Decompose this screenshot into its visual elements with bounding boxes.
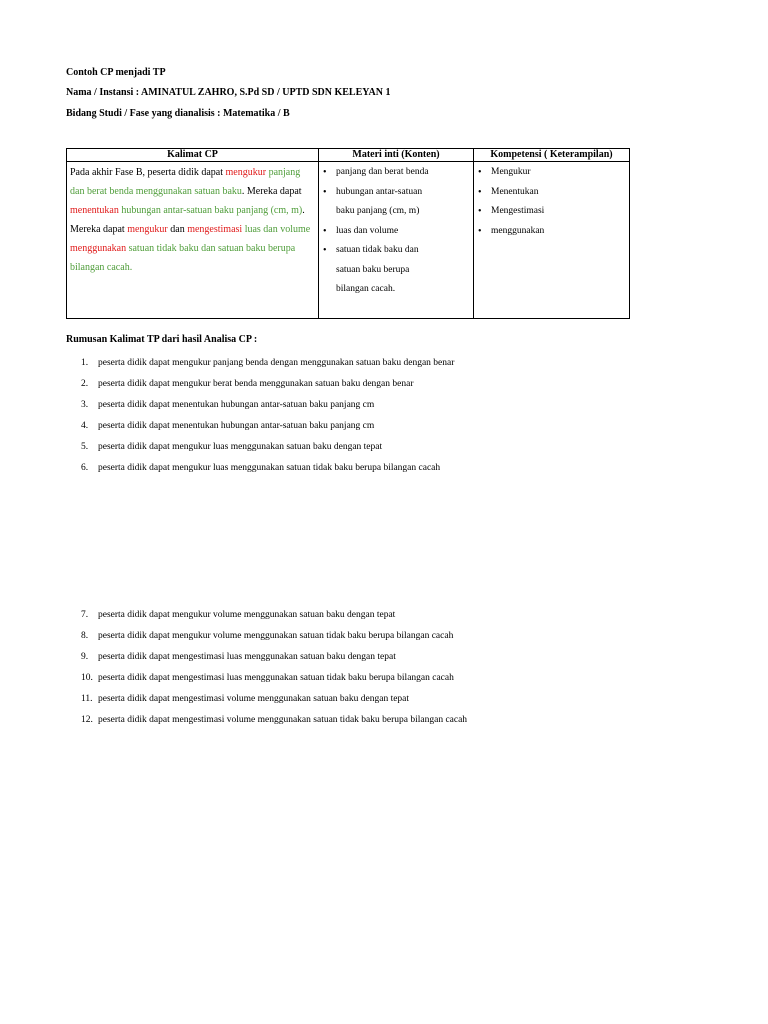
list-item [0,668,768,689]
list-item [0,374,768,395]
item-text: peserta didik dapat mengestimasi luas menggunakan satuan tidak baku berupa bilangan cacah [98,673,454,683]
item-number: 6. [81,463,89,473]
item-number: 10. [81,673,93,683]
cell-kompetensi [474,162,630,319]
item-number: 9. [81,652,89,662]
item-text: peserta didik dapat mengukur panjang benda dengan menggunakan satuan baku dengan benar [98,358,455,368]
list-item [0,395,768,416]
item-text: peserta didik dapat mengukur volume menggunakan satuan baku dengan tepat [98,610,396,620]
cp-content-segment: hubungan antar-satuan baku panjang (cm, m) [118,205,303,216]
author-line: Nama / Instansi : AMINATUL ZAHRO, S.Pd SD / UPTD SDN KELEYAN 1 [66,87,391,98]
list-item: • hubungan antar-satuan [336,183,470,203]
item-number: 12. [81,715,93,725]
cp-text-segment: Pada akhir Fase B, peserta didik dapat [70,167,226,178]
section-title: Rumusan Kalimat TP dari hasil Analisa CP : [66,334,258,345]
cp-keyword: menentukan [70,205,119,216]
item-text: peserta didik dapat mengestimasi luas menggunakan satuan baku dengan tepat [98,652,396,662]
kompetensi-list [477,163,626,241]
cp-text-segment: . Mereka dapat [70,205,305,235]
header-kompetensi: Kompetensi ( Keterampilan) [474,149,630,162]
list-item: • Menentukan [491,183,626,203]
item-text: peserta didik dapat mengestimasi volume menggunakan satuan tidak baku berupa bilangan cacah [98,715,468,725]
cp-keyword: mengukur [225,167,267,178]
list-item: • Mengukur [491,163,626,183]
cp-keyword: menggunakan [70,243,127,254]
header-kalimat-cp: Kalimat CP [67,149,319,162]
list-item: • satuan tidak baku dan [336,241,470,261]
list-item: • panjang dan berat benda [336,163,470,183]
list-item [0,626,768,647]
tp-list-part-1 [0,353,768,479]
cp-text-segment: dan [167,224,188,235]
list-item: • luas dan volume [336,222,470,242]
cp-analysis-table [66,148,630,319]
subject-line: Bidang Studi / Fase yang dianalisis : Matematika / B [66,108,290,119]
list-item: • menggunakan [491,222,626,242]
table-row [67,162,630,319]
cell-materi-inti [319,162,474,319]
list-item-continuation: bilangan cacah. [336,284,396,294]
item-text: peserta didik dapat mengukur luas menggunakan satuan tidak baku berupa bilangan cacah [98,463,441,473]
item-text: peserta didik dapat mengukur luas menggunakan satuan baku dengan tepat [98,442,383,452]
item-text: peserta didik dapat mengukur volume menggunakan satuan tidak baku berupa bilangan cacah [98,631,454,641]
cp-paragraph [70,163,315,277]
list-item [0,353,768,374]
cp-keyword: mengukur [127,224,168,235]
cp-keyword: mengestimasi [187,224,243,235]
list-item [0,710,768,731]
item-number: 4. [81,421,89,431]
list-item [0,416,768,437]
item-number: 1. [81,358,89,368]
item-number: 5. [81,442,89,452]
item-number: 8. [81,631,89,641]
materi-list [322,163,470,300]
header-materi-inti: Materi inti (Konten) [319,149,474,162]
cp-content-segment: panjang dan berat benda menggunakan satuan baku [70,167,301,197]
cp-content-segment: luas dan volume [242,224,311,235]
item-number: 11. [81,694,93,704]
list-item [0,458,768,479]
item-text: peserta didik dapat mengestimasi volume menggunakan satuan baku dengan tepat [98,694,410,704]
item-number: 2. [81,379,89,389]
cell-kalimat-cp [67,162,319,319]
list-item-continuation: satuan baku berupa [336,264,410,275]
item-number: 7. [81,610,89,620]
item-text: peserta didik dapat menentukan hubungan antar-satuan baku panjang cm [98,400,375,410]
cp-content-segment: satuan tidak baku dan satuan baku berupa bilangan cacah. [70,243,296,273]
list-item-continuation: baku panjang (cm, m) [336,206,420,216]
list-item [0,605,768,626]
item-number: 3. [81,400,89,410]
list-item [0,437,768,458]
cp-text-segment: . Mereka dapat [241,186,302,197]
tp-list-part-2 [0,605,768,731]
item-text: peserta didik dapat mengukur berat benda menggunakan satuan baku dengan benar [98,379,414,389]
list-item: • Mengestimasi [491,202,626,222]
table-header-row [67,149,630,162]
list-item [0,647,768,668]
item-text: peserta didik dapat menentukan hubungan antar-satuan baku panjang cm [98,421,375,431]
list-item [0,689,768,710]
doc-title: Contoh CP menjadi TP [66,67,166,78]
